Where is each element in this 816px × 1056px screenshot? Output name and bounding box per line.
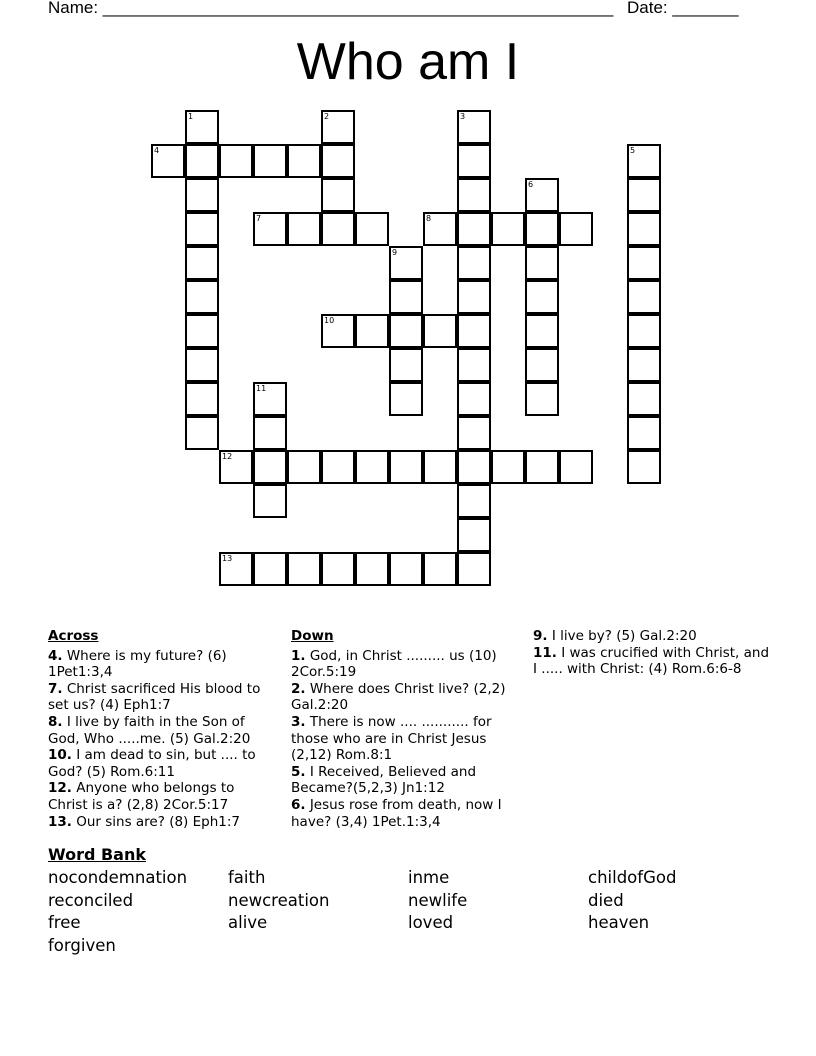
across-clue [48,814,278,831]
across-clue [48,714,278,747]
grid-cell[interactable] [627,348,661,382]
down-clue [533,628,773,645]
grid-cell[interactable] [321,212,355,246]
grid-cell[interactable] [457,314,491,348]
clue-text: Jesus rose from death, now I have? (3,4) 1Pet.1:3,4 [291,796,502,830]
grid-cell[interactable] [321,144,355,178]
grid-cell[interactable] [627,246,661,280]
word-bank-item: faith [228,868,266,887]
grid-cell[interactable] [525,212,559,246]
grid-cell[interactable] [423,314,457,348]
grid-cell[interactable] [355,212,389,246]
clue-number-label: 8. [48,713,63,730]
grid-cell[interactable] [627,314,661,348]
grid-cell[interactable] [253,212,287,246]
grid-cell[interactable] [287,212,321,246]
grid-cell[interactable] [525,382,559,416]
clue-number-label: 1. [291,647,306,664]
clue-number-label: 12. [48,780,72,797]
down-clue [291,681,516,714]
clue-text: There is now .... ........... for those who are in Christ Jesus (2,12) Rom.8:1 [291,713,492,764]
clue-text: I live by? (5) Gal.2:20 [547,628,697,644]
grid-cell[interactable] [287,144,321,178]
grid-cell[interactable] [185,110,219,144]
grid-cell[interactable] [253,450,287,484]
grid-cell[interactable] [457,416,491,450]
grid-cell[interactable] [559,212,593,246]
clue-number: 3 [460,112,466,121]
grid-cell[interactable] [389,314,423,348]
clue-number-label: 9. [533,628,548,644]
page-title: Who am I [296,33,520,91]
grid-cell[interactable] [491,212,525,246]
grid-cell[interactable] [185,382,219,416]
clue-text: Christ sacrificed His blood to set us? (4) Eph1:7 [48,680,261,714]
grid-cell[interactable] [525,348,559,382]
grid-cell[interactable] [185,212,219,246]
clue-text: I am dead to sin, but .... to God? (5) Rom.6:11 [48,747,256,780]
clue-text: I Received, Believed and Became?(5,2,3) Jn1:12 [291,763,477,797]
grid-cell[interactable] [321,178,355,212]
grid-cell[interactable] [389,280,423,314]
clue-number: 7 [256,214,262,223]
grid-cell[interactable] [355,552,389,586]
grid-cell[interactable] [457,552,491,586]
grid-cell[interactable] [151,144,185,178]
grid-cell[interactable] [423,212,457,246]
grid-cell[interactable] [253,382,287,416]
grid-cell[interactable] [355,314,389,348]
grid-cell[interactable] [253,416,287,450]
grid-cell[interactable] [321,110,355,144]
grid-cell[interactable] [457,518,491,552]
down-clues-continued [533,628,773,678]
clue-number: 2 [324,112,330,121]
clue-number: 12 [222,452,233,461]
grid-cell[interactable] [627,212,661,246]
grid-cell[interactable] [423,552,457,586]
clue-text: I live by faith in the Son of God, Who .....me. (5) Gal.2:20 [48,713,251,747]
grid-cell[interactable] [627,416,661,450]
clue-number: 6 [528,180,534,189]
clue-number: 9 [392,248,398,257]
clue-text: Our sins are? (8) Eph1:7 [71,813,240,830]
grid-cell[interactable] [559,450,593,484]
down-clues [291,628,516,830]
clue-number: 13 [222,554,233,563]
clue-number-label: 5. [291,763,306,780]
clue-number: 5 [630,146,636,155]
grid-cell[interactable] [457,212,491,246]
clue-number: 11 [256,384,267,393]
across-clue [48,681,278,714]
grid-cell[interactable] [457,348,491,382]
grid-cell[interactable] [525,280,559,314]
grid-cell[interactable] [185,178,219,212]
across-heading: Across [48,628,99,644]
grid-cell[interactable] [253,484,287,518]
word-bank-item: alive [228,913,268,933]
word-bank-item: forgiven [48,935,116,955]
clue-number: 4 [154,146,160,155]
clue-number-label: 6. [291,796,306,813]
grid-cell[interactable] [321,450,355,484]
grid-cell[interactable] [525,450,559,484]
word-bank-item: reconciled [48,890,134,910]
grid-cell[interactable] [185,144,219,178]
grid-cell[interactable] [627,178,661,212]
grid-cell[interactable] [219,552,253,586]
word-bank-item: inme [408,868,450,887]
clue-number: 8 [426,214,432,223]
grid-cell[interactable] [423,450,457,484]
grid-cell[interactable] [457,280,491,314]
clue-number-label: 2. [291,680,306,697]
clue-number-label: 4. [48,647,63,664]
grid-cell[interactable] [389,450,423,484]
down-heading: Down [291,628,334,644]
word-bank-heading: Word Bank [48,845,147,864]
grid-cell[interactable] [457,246,491,280]
clue-number: 10 [324,316,335,325]
grid-cell[interactable] [355,450,389,484]
grid-cell[interactable] [389,382,423,416]
down-clue [291,764,516,797]
grid-cell[interactable] [185,314,219,348]
word-bank-item: nocondemnation [48,868,188,887]
down-clue [291,714,516,764]
word-bank-item: died [588,890,624,910]
down-clue [291,648,516,681]
word-bank-item: newcreation [228,890,330,910]
date-field: Date: _______ [627,0,739,17]
grid-cell[interactable] [491,450,525,484]
grid-cell[interactable] [627,280,661,314]
grid-cell[interactable] [627,144,661,178]
clue-number-label: 13. [48,813,72,830]
grid-cell[interactable] [457,110,491,144]
across-clue [48,780,278,813]
clue-number-label: 7. [48,680,63,697]
grid-cell[interactable] [389,246,423,280]
grid-cell[interactable] [457,144,491,178]
grid-cell[interactable] [185,348,219,382]
word-bank-item: heaven [588,913,650,933]
clue-number-label: 3. [291,713,306,730]
clue-text: Anyone who belongs to Christ is a? (2,8) 2Cor.5:17 [48,780,235,813]
grid-cell[interactable] [185,280,219,314]
grid-cell[interactable] [457,382,491,416]
grid-cell[interactable] [219,450,253,484]
word-bank-item: childofGod [588,868,677,887]
grid-cell[interactable] [185,246,219,280]
grid-cell[interactable] [525,178,559,212]
grid-cell[interactable] [525,246,559,280]
grid-cell[interactable] [219,144,253,178]
grid-cell[interactable] [321,314,355,348]
across-clue [48,648,278,681]
word-bank-item: free [48,913,81,933]
grid-cell[interactable] [321,552,355,586]
down-clue [291,797,516,830]
grid-cell[interactable] [627,450,661,484]
word-bank-item: newlife [408,890,468,910]
grid-cell[interactable] [525,314,559,348]
grid-cell[interactable] [457,450,491,484]
clue-text: God, in Christ ......... us (10) 2Cor.5:19 [291,647,497,681]
name-field: Name: ______________________________________________________ [48,0,614,17]
across-clue [48,747,278,780]
across-clues [48,628,278,830]
down-clue [533,645,773,678]
clue-text: Where does Christ live? (2,2) Gal.2:20 [291,680,506,714]
grid-cell[interactable] [253,552,287,586]
clue-number-label: 10. [48,747,72,764]
clue-text: Where is my future? (6) 1Pet1:3,4 [48,647,227,681]
grid-cell[interactable] [287,552,321,586]
grid-cell[interactable] [185,416,219,450]
grid-cell[interactable] [389,552,423,586]
grid-cell[interactable] [287,450,321,484]
clue-number: 1 [188,112,194,121]
word-bank-item: loved [408,913,454,933]
clue-number-label: 11. [533,644,557,661]
grid-cell[interactable] [457,178,491,212]
word-bank [48,867,788,957]
grid-cell[interactable] [457,484,491,518]
clue-text: I was crucified with Christ, and I ..... with Christ: (4) Rom.6:6-8 [533,644,770,678]
grid-cell[interactable] [627,382,661,416]
grid-cell[interactable] [253,144,287,178]
grid-cell[interactable] [389,348,423,382]
